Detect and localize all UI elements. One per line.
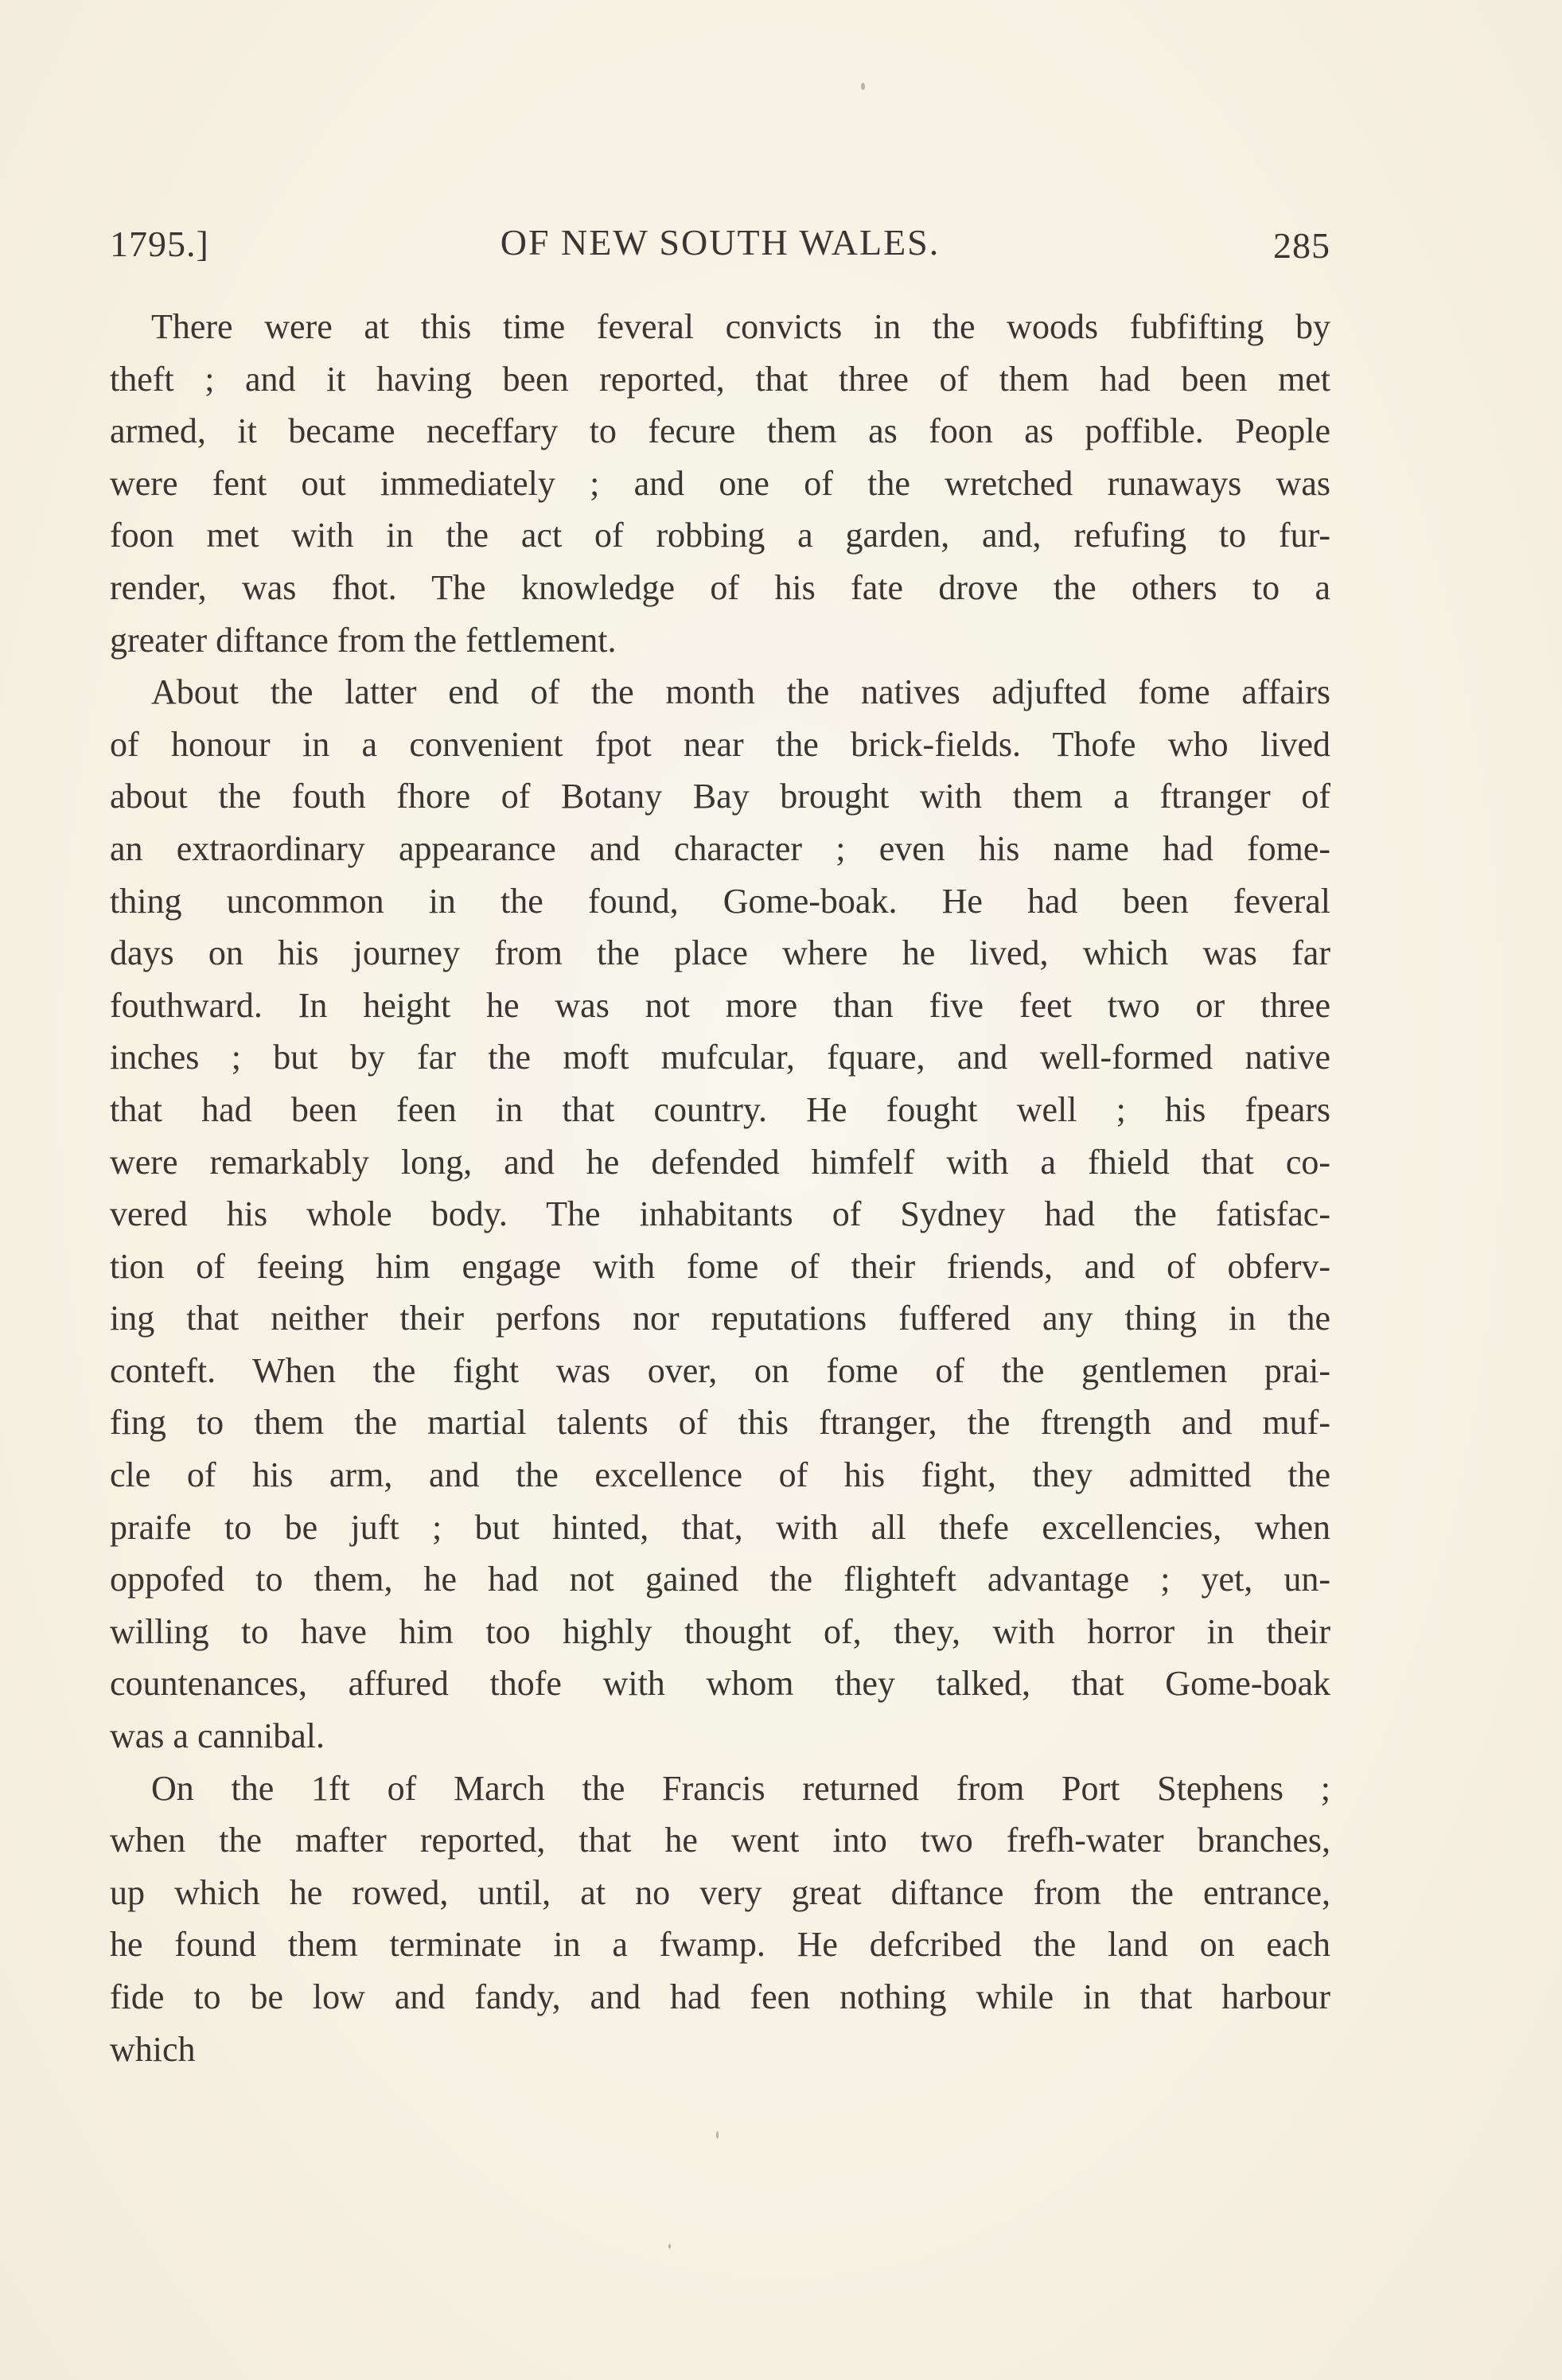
header-title: OF NEW SOUTH WALES. [500, 222, 941, 263]
text-line: greater diftance from the fettlement. [110, 620, 617, 660]
text-line: render, was fhot. The knowledge of his fate drove the others to a [110, 567, 1330, 607]
text-line: praife to be juft ; but hinted, that, with all thefe excellencies, when [110, 1507, 1330, 1547]
text-line: About the latter end of the month the natives adjufted fome affairs [151, 672, 1330, 712]
text-line: that had been feen in that country. He fought well ; his fpears [110, 1089, 1330, 1129]
running-header [110, 213, 1330, 277]
text-line: On the 1ft of March the Francis returned from Port Stephens ; [151, 1768, 1330, 1808]
text-line: was a cannibal. [110, 1716, 325, 1756]
text-line: thing uncommon in the found, Gome-boak. He had been feveral [110, 881, 1330, 921]
paper-speck [668, 2244, 671, 2249]
text-line: armed, it became neceffary to fecure them as foon as poffible. People [110, 411, 1330, 451]
text-line: of honour in a convenient fpot near the brick-fields. Thofe who lived [110, 724, 1330, 764]
text-line: conteft. When the fight was over, on fome of the gentlemen prai- [110, 1350, 1330, 1390]
text-line: about the fouth fhore of Botany Bay brought with them a ftranger of [110, 777, 1330, 816]
text-line: countenances, affured thofe with whom they talked, that Gome-boak [110, 1664, 1330, 1704]
text-line: fing to them the martial talents of this ftranger, the ftrength and muf- [110, 1403, 1330, 1443]
paragraph-convicts [110, 301, 1330, 666]
text-line: cle of his arm, and the excellence of his fight, they admitted the [110, 1455, 1330, 1495]
header-year: 1795.] [110, 224, 209, 264]
text-line: theft ; and it having been reported, that three of them had been met [110, 359, 1330, 399]
text-line: an extraordinary appearance and character ; even his name had fome- [110, 828, 1330, 868]
page-number: 285 [1273, 225, 1330, 266]
paragraph-francis [110, 1763, 1330, 2076]
catchword: which [110, 2029, 196, 2069]
paragraph-gome-boak [110, 666, 1330, 1762]
text-line: vered his whole body. The inhabitants of Sydney had the fatisfac- [110, 1194, 1330, 1234]
paper-speck [716, 2131, 719, 2139]
text-line: ing that neither their perfons nor reputations fuffered any thing in the [110, 1299, 1330, 1338]
text-line: up which he rowed, until, at no very great diftance from the entrance, [110, 1872, 1330, 1912]
text-line: he found them terminate in a fwamp. He defcribed the land on each [110, 1925, 1330, 1965]
text-line: tion of feeing him engage with fome of their friends, and of obferv- [110, 1246, 1330, 1286]
text-line: fouthward. In height he was not more than five feet two or three [110, 985, 1330, 1025]
text-line: oppofed to them, he had not gained the flighteft advantage ; yet, un- [110, 1560, 1330, 1599]
text-line: fide to be low and fandy, and had feen nothing while in that harbour [110, 1977, 1330, 2016]
text-line: were fent out immediately ; and one of the wretched runaways was [110, 463, 1330, 503]
text-line: foon met with in the act of robbing a garden, and, refufing to fur- [110, 516, 1330, 555]
paper-speck [861, 83, 865, 90]
text-line: were remarkably long, and he defended himfelf with a fhield that co- [110, 1142, 1330, 1182]
text-line: inches ; but by far the moft mufcular, fquare, and well-formed native [110, 1038, 1330, 1077]
text-line: There were at this time feveral convicts in the woods fubfifting by [151, 307, 1330, 346]
text-line: when the mafter reported, that he went into two frefh-water branches, [110, 1821, 1330, 1860]
text-line: days on his journey from the place where he lived, which was far [110, 933, 1330, 973]
body-text [110, 301, 1330, 2075]
text-line: willing to have him too highly thought of, they, with horror in their [110, 1611, 1330, 1651]
